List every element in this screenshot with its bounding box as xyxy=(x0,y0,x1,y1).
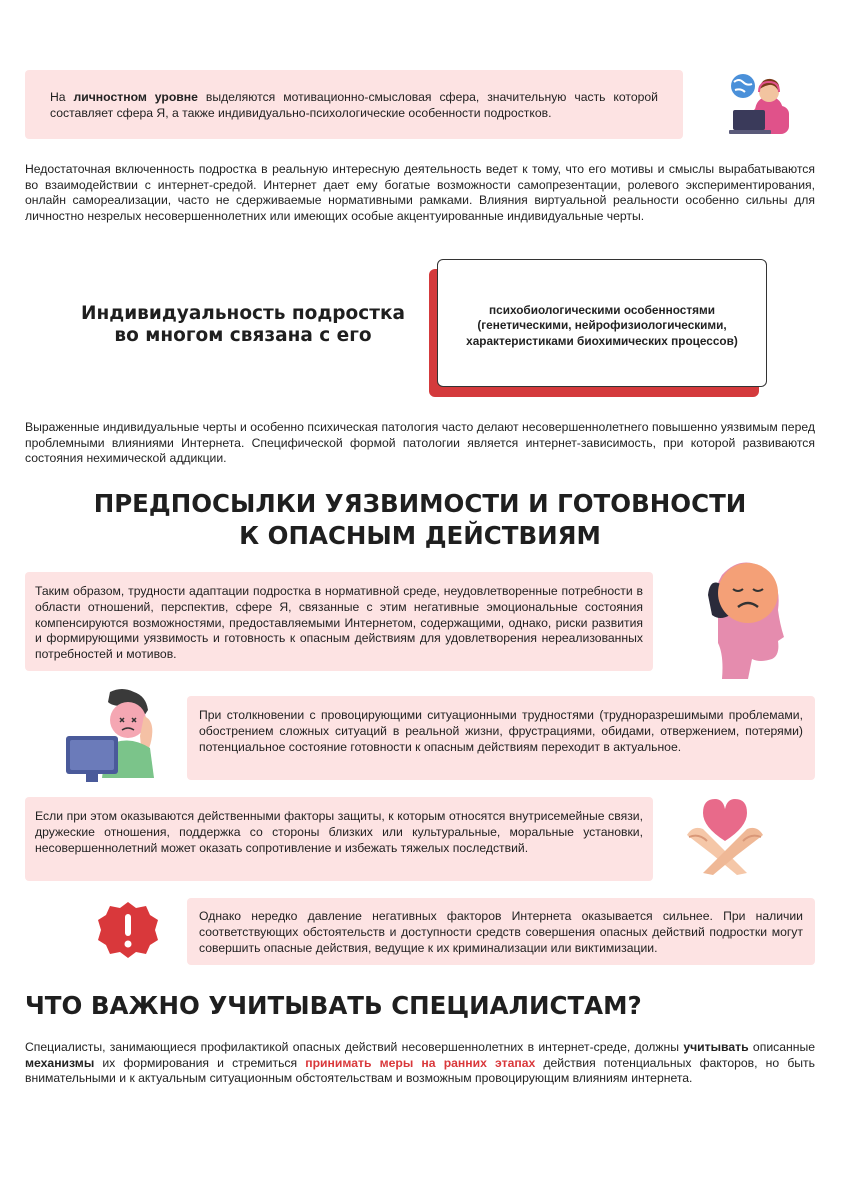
section-title-prerequisites: ПРЕДПОСЫЛКИ УЯЗВИМОСТИ И ГОТОВНОСТИ К ОПАСНЫМ ДЕЙСТВИЯМ xyxy=(93,489,747,550)
info-box-negative-pressure xyxy=(187,898,815,965)
info-box-protection-text: Если при этом оказываются действенными факторы защиты, к которым относятся внутрисемейные связи, дружеские отношения, поддержка со стороны близких или культуральные, моральные установки, несовершеннолетний может оказать сопротивление и избежать тяжелых последствий. xyxy=(35,809,643,855)
intro-text: На личностном уровне выделяются мотивационно-смысловая сфера, значительную часть которой составляет сфера Я, а также индивидуально-психологические особенности подростков. xyxy=(50,90,658,120)
sad-head-icon xyxy=(700,555,785,680)
info-box-adaptation-text: Таким образом, трудности адаптации подростка в нормативной среде, неудовлетворенные потребности в области отношений, перспектив, сфере Я, связанные с этим негативные эмоциональные состояния компенсируются возможностями, предоставляемыми Интернетом, содержащими, однако, риски развития и формирующими уязвимость и готовность к опасным действиям для удовлетворения нереализованных потребностей и мотивов. xyxy=(35,584,643,662)
psychobiological-card xyxy=(437,259,767,387)
info-box-protection xyxy=(25,797,653,881)
stressed-person-at-computer-icon xyxy=(62,686,162,786)
warning-icon xyxy=(98,900,158,960)
info-box-adaptation xyxy=(25,572,653,671)
hands-holding-heart-icon xyxy=(683,795,768,877)
info-box-provocation xyxy=(187,696,815,780)
early-measures-highlight: принимать меры на ранних этапах xyxy=(305,1055,536,1070)
info-box-negative-pressure-text: Однако нередко давление негативных факторов Интернета оказывается сильнее. При наличии соответствующих обстоятельств и доступности средств совершения опасных действий подростки могут совершить опасные действия, ведущие к их криминализации или виктимизации. xyxy=(199,909,803,955)
psychobiological-card-text: психобиологическими особенностями (генетическими, нейрофизиологическими, характеристиками биохимических процессов) xyxy=(466,302,738,348)
individuality-heading: Индивидуальность подростка во многом связана с его xyxy=(80,303,405,346)
intro-box xyxy=(25,70,683,139)
intro-bold: личностном уровне xyxy=(73,90,198,104)
woman-with-laptop-icon xyxy=(725,72,795,140)
info-box-provocation-text: При столкновении с провоцирующими ситуационными трудностями (трудноразрешимыми проблемами, обострением сложных ситуаций в реальной жизни, фрустрациями, обидами, отвержением, потерями) потенциальное состояние готовности к опасным действиям переходит в актуальное. xyxy=(199,708,803,754)
section-title-specialists: ЧТО ВАЖНО УЧИТЫВАТЬ СПЕЦИАЛИСТАМ? xyxy=(25,991,642,1020)
paragraph-pathology: Выраженные индивидуальные черты и особенно психическая патология часто делают несовершеннолетнего повышенно уязвимым перед проблемными влияниями Интернета. Специфической формой патологии является интернет-зависимость, при которой развиваются состояния нехимической аддикции. xyxy=(25,420,815,466)
paragraph-specialists: Специалисты, занимающиеся профилактикой опасных действий несовершеннолетних в интернет-среде, должны учитывать описанные механизмы их формирования и стремиться принимать меры на ранних этапах действия потенциальных факторов, но быть внимательными и к актуальным ситуационным обстоятельствам и возможным провоцирующим влияниям интернета. xyxy=(25,1040,815,1086)
paragraph-online-motives: Недостаточная включенность подростка в реальную интересную деятельность ведет к тому, что его мотивы и смыслы вырабатываются во взаимодействии с интернет-средой. Интернет дает ему богатые возможности самопрезентации, ролевого экспериментирования, онлайн самореализации, часто не сдерживаемые нормативными рамками. Влияния виртуальной реальности особенно сильны для личностно незрелых несовершеннолетних или имеющих особые акцентуированные индивидуальные черты. xyxy=(25,162,815,223)
